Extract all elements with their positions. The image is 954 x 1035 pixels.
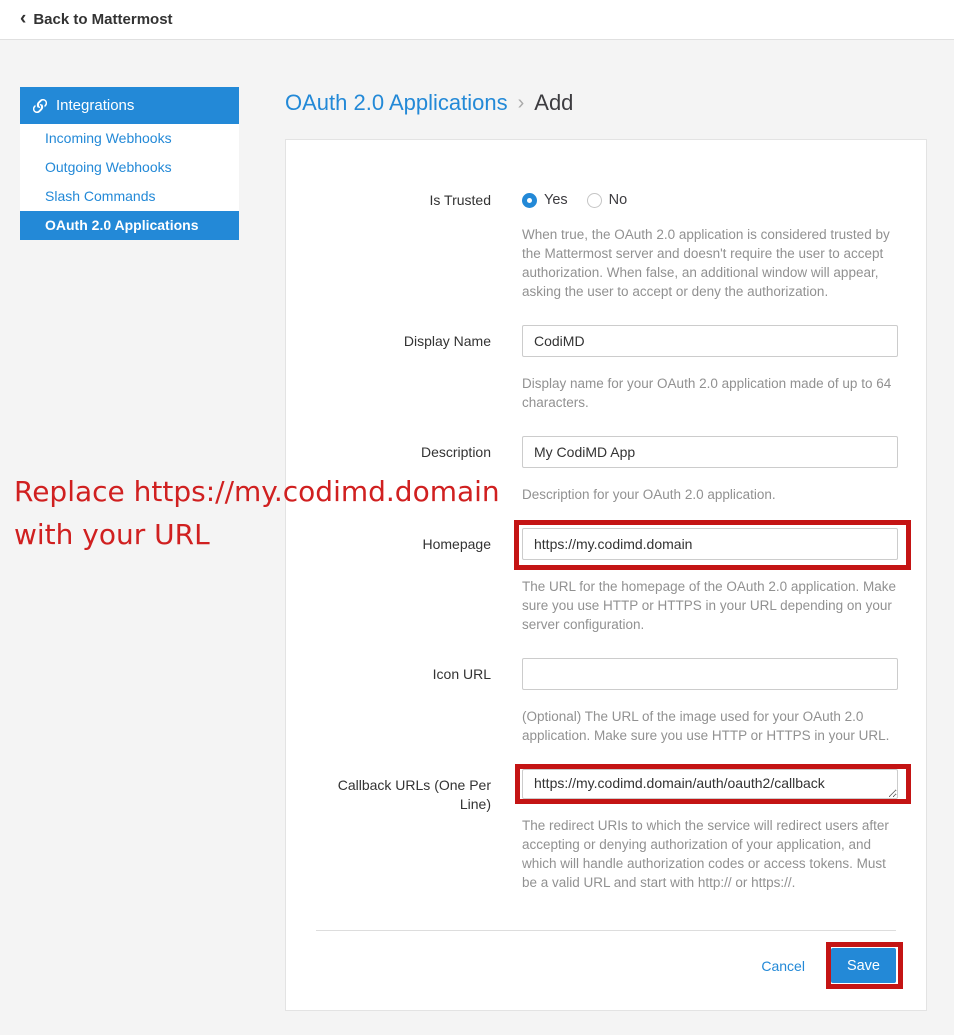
sidebar-item-outgoing-webhooks[interactable]: Outgoing Webhooks bbox=[45, 159, 172, 175]
back-to-mattermost-link[interactable] bbox=[20, 8, 173, 29]
form-buttons-row bbox=[286, 931, 926, 983]
breadcrumb-current: Add bbox=[534, 90, 574, 115]
radio-yes[interactable] bbox=[522, 192, 568, 208]
sidebar-header-integrations bbox=[20, 87, 239, 124]
display-name-help: Display name for your OAuth 2.0 application made of up to 64 characters. bbox=[522, 376, 892, 410]
back-link-label: Back to Mattermost bbox=[33, 11, 173, 28]
description-input[interactable] bbox=[522, 436, 898, 468]
callback-urls-label: Callback URLs (One Per Line) bbox=[337, 777, 491, 812]
chevron-right-icon: › bbox=[517, 92, 525, 114]
cancel-link[interactable]: Cancel bbox=[761, 957, 805, 974]
top-bar bbox=[0, 0, 954, 40]
sidebar-items bbox=[20, 124, 239, 240]
is-trusted-radio-group bbox=[522, 190, 898, 208]
link-icon bbox=[33, 99, 47, 113]
form-row-display-name bbox=[286, 325, 926, 412]
icon-url-input[interactable] bbox=[522, 658, 898, 690]
breadcrumb-parent-link[interactable]: OAuth 2.0 Applications bbox=[285, 90, 508, 115]
is-trusted-label: Is Trusted bbox=[429, 192, 491, 208]
radio-yes-label: Yes bbox=[544, 192, 568, 208]
form-row-is-trusted bbox=[286, 190, 926, 301]
sidebar-item-oauth-applications[interactable]: OAuth 2.0 Applications bbox=[20, 211, 239, 240]
icon-url-label: Icon URL bbox=[432, 666, 491, 682]
breadcrumb bbox=[285, 90, 573, 116]
description-label: Description bbox=[420, 444, 491, 460]
form-row-icon-url bbox=[286, 658, 926, 745]
is-trusted-help: When true, the OAuth 2.0 application is considered trusted by the Mattermost server and doesn't require the user to accept authorization. When false, an additional window will appear, asking the user to accept or deny the authorization. bbox=[522, 227, 890, 299]
radio-no[interactable] bbox=[587, 192, 628, 208]
display-name-input[interactable] bbox=[522, 325, 898, 357]
display-name-label: Display Name bbox=[403, 333, 491, 349]
form-row-callback-urls bbox=[286, 769, 926, 892]
homepage-label: Homepage bbox=[422, 536, 491, 552]
radio-unselected-icon[interactable] bbox=[587, 193, 602, 208]
sidebar-header-label: Integrations bbox=[56, 97, 135, 114]
annotation-text-line1: Replace https://my.codimd.domain bbox=[14, 475, 500, 508]
radio-no-label: No bbox=[608, 192, 628, 208]
oauth-add-form-panel bbox=[285, 139, 927, 1011]
callback-urls-help: The redirect URIs to which the service will redirect users after accepting or denying authorization of your application, and which will handle authorization codes or access tokens. Must be a valid URL and start with http:// or https://. bbox=[522, 818, 889, 890]
form-row-description bbox=[286, 436, 926, 504]
callback-urls-textarea[interactable] bbox=[522, 769, 898, 799]
save-button[interactable]: Save bbox=[831, 948, 896, 983]
sidebar-item-slash-commands[interactable]: Slash Commands bbox=[45, 188, 156, 204]
annotation-text-line2: with your URL bbox=[14, 518, 210, 551]
sidebar bbox=[20, 87, 239, 240]
homepage-input[interactable] bbox=[522, 528, 898, 560]
radio-selected-icon[interactable] bbox=[522, 193, 537, 208]
sidebar-item-incoming-webhooks[interactable]: Incoming Webhooks bbox=[45, 130, 172, 146]
form-row-homepage bbox=[286, 528, 926, 634]
chevron-left-icon: ‹ bbox=[20, 8, 27, 29]
icon-url-help: (Optional) The URL of the image used for your OAuth 2.0 application. Make sure you use HTTP or HTTPS in your URL. bbox=[522, 709, 890, 743]
homepage-help: The URL for the homepage of the OAuth 2.0 application. Make sure you use HTTP or HTTPS in your URL depending on your server configuration. bbox=[522, 579, 896, 632]
description-help: Description for your OAuth 2.0 application. bbox=[522, 487, 776, 502]
